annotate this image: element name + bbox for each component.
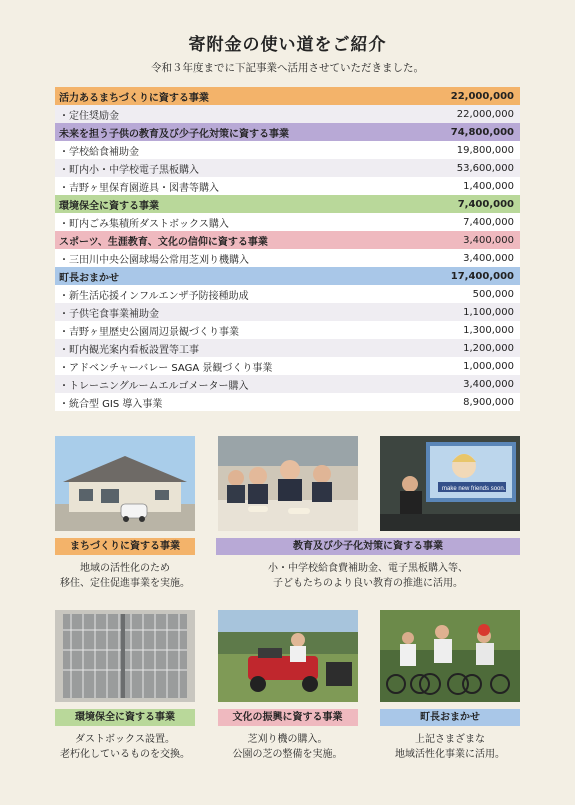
- electronic-blackboard-photo: [380, 436, 520, 531]
- cycling-photo: [380, 610, 520, 702]
- row-amount: 1,100,000: [463, 306, 514, 318]
- table-row: [55, 375, 520, 393]
- row-amount: 22,000,000: [450, 90, 514, 102]
- table-row: [55, 339, 520, 357]
- row-amount: 22,000,000: [456, 108, 514, 120]
- table-row: [55, 105, 520, 123]
- row-amount: 1,200,000: [463, 342, 514, 354]
- house-photo: [55, 436, 195, 531]
- row-amount: 17,400,000: [450, 270, 514, 282]
- row-label: ・トレーニングルームエルゴメーター購入: [59, 380, 249, 392]
- row-amount: 1,300,000: [463, 324, 514, 336]
- page-subtitle: 令和３年度までに下記事業へ活用させていただきました。: [151, 62, 424, 74]
- table-row: [55, 213, 520, 231]
- table-row: [55, 357, 520, 375]
- table-row: [55, 195, 520, 213]
- row-amount: 1,000,000: [463, 360, 514, 372]
- caption-environment: [55, 702, 195, 762]
- caption-text-1: 小・中学校給食費補助金、電子黒板購入等、: [268, 563, 468, 574]
- table-row: [55, 177, 520, 195]
- caption-mayor: [380, 702, 520, 762]
- row-label: 活力あるまちづくりに資する事業: [59, 92, 209, 104]
- row-amount: 7,400,000: [457, 198, 514, 210]
- row-amount: 8,900,000: [463, 396, 514, 408]
- caption-text-1: 上記さまざまな: [415, 734, 485, 745]
- caption-label: 教育及び少子化対策に資する事業: [216, 538, 520, 555]
- row-label: ・三田川中央公園球場公常用芝刈り機購入: [59, 254, 249, 266]
- table-row: [55, 303, 520, 321]
- caption-text-2: 老朽化しているものを交換。: [60, 749, 190, 760]
- caption-text-1: 地域の活性化のため: [80, 563, 170, 574]
- row-label: ・吉野ヶ里歴史公園周辺景観づくり事業: [59, 326, 239, 338]
- caption-text-2: 移住、定住促進事業を実施。: [60, 578, 190, 589]
- row-label: スポーツ、生涯教育、文化の信仰に資する事業: [59, 236, 268, 248]
- table-row: [55, 231, 520, 249]
- row-label: ・定住奨励金: [59, 110, 119, 122]
- table-row: [55, 141, 520, 159]
- photo-row-top: [55, 436, 520, 535]
- row-label: ・町内小・中学校電子黒板購入: [59, 164, 199, 176]
- caption-text-2: 子どもたちのより良い教育の推進に活用。: [273, 578, 463, 589]
- caption-machizukuri: [55, 531, 195, 591]
- row-label: ・吉野ヶ里保育園遊具・図書等購入: [59, 182, 219, 194]
- table-row: [55, 285, 520, 303]
- table-row: [55, 321, 520, 339]
- row-amount: 7,400,000: [463, 216, 514, 228]
- caption-text-1: ダストボックス設置。: [75, 734, 175, 745]
- page-title: 寄附金の使い道をご紹介: [188, 35, 387, 55]
- table-row: [55, 393, 520, 411]
- table-row: [55, 123, 520, 141]
- row-amount: 53,600,000: [456, 162, 514, 174]
- row-amount: 3,400,000: [463, 378, 514, 390]
- caption-row-bottom: [55, 702, 520, 762]
- caption-culture: [218, 702, 358, 762]
- row-label: ・町内観光案内看板設置等工事: [59, 344, 199, 356]
- table-row: [55, 159, 520, 177]
- row-label: 未来を担う子供の教育及び少子化対策に資する事業: [59, 128, 289, 140]
- row-label: ・統合型 GIS 導入事業: [59, 398, 163, 410]
- row-label: ・学校給食補助金: [59, 146, 139, 158]
- row-label: ・アドベンチャーバレー SAGA 景観づくり事業: [59, 362, 273, 374]
- row-label: 町長おまかせ: [59, 272, 119, 284]
- row-label: ・町内ごみ集積所ダストボックス購入: [59, 218, 229, 230]
- table-row: [55, 249, 520, 267]
- caption-text-1: 芝刈り機の購入。: [247, 734, 328, 745]
- caption-text-2: 公園の芝の整備を実施。: [232, 749, 343, 760]
- lawn-mower-photo: [218, 610, 358, 702]
- photo-row-bottom: [55, 610, 520, 702]
- dust-box-photo: [55, 610, 195, 702]
- caption-text-2: 地域活性化事業に活用。: [395, 749, 505, 760]
- caption-label: まちづくりに資する事業: [55, 538, 195, 555]
- caption-label: 文化の振興に資する事業: [218, 709, 358, 726]
- classroom-lunch-photo: [218, 436, 358, 535]
- caption-label: 環境保全に資する事業: [55, 709, 195, 726]
- row-label: 環境保全に資する事業: [59, 200, 159, 212]
- row-amount: 500,000: [472, 288, 514, 300]
- caption-label: 町長おまかせ: [380, 709, 520, 726]
- row-amount: 3,400,000: [463, 234, 514, 246]
- row-amount: 1,400,000: [463, 180, 514, 192]
- row-label: ・新生活応援インフルエンザ予防接種助成: [59, 290, 249, 302]
- table-row: [55, 267, 520, 285]
- caption-row-top: [55, 531, 520, 591]
- screen-caption: make new friends soon.: [442, 486, 506, 492]
- row-amount: 74,800,000: [450, 126, 514, 138]
- table-row: [55, 87, 520, 105]
- row-label: ・子供宅食事業補助金: [59, 308, 159, 320]
- caption-education: [216, 531, 520, 591]
- donation-table: [55, 87, 520, 411]
- row-amount: 19,800,000: [456, 144, 514, 156]
- row-amount: 3,400,000: [463, 252, 514, 264]
